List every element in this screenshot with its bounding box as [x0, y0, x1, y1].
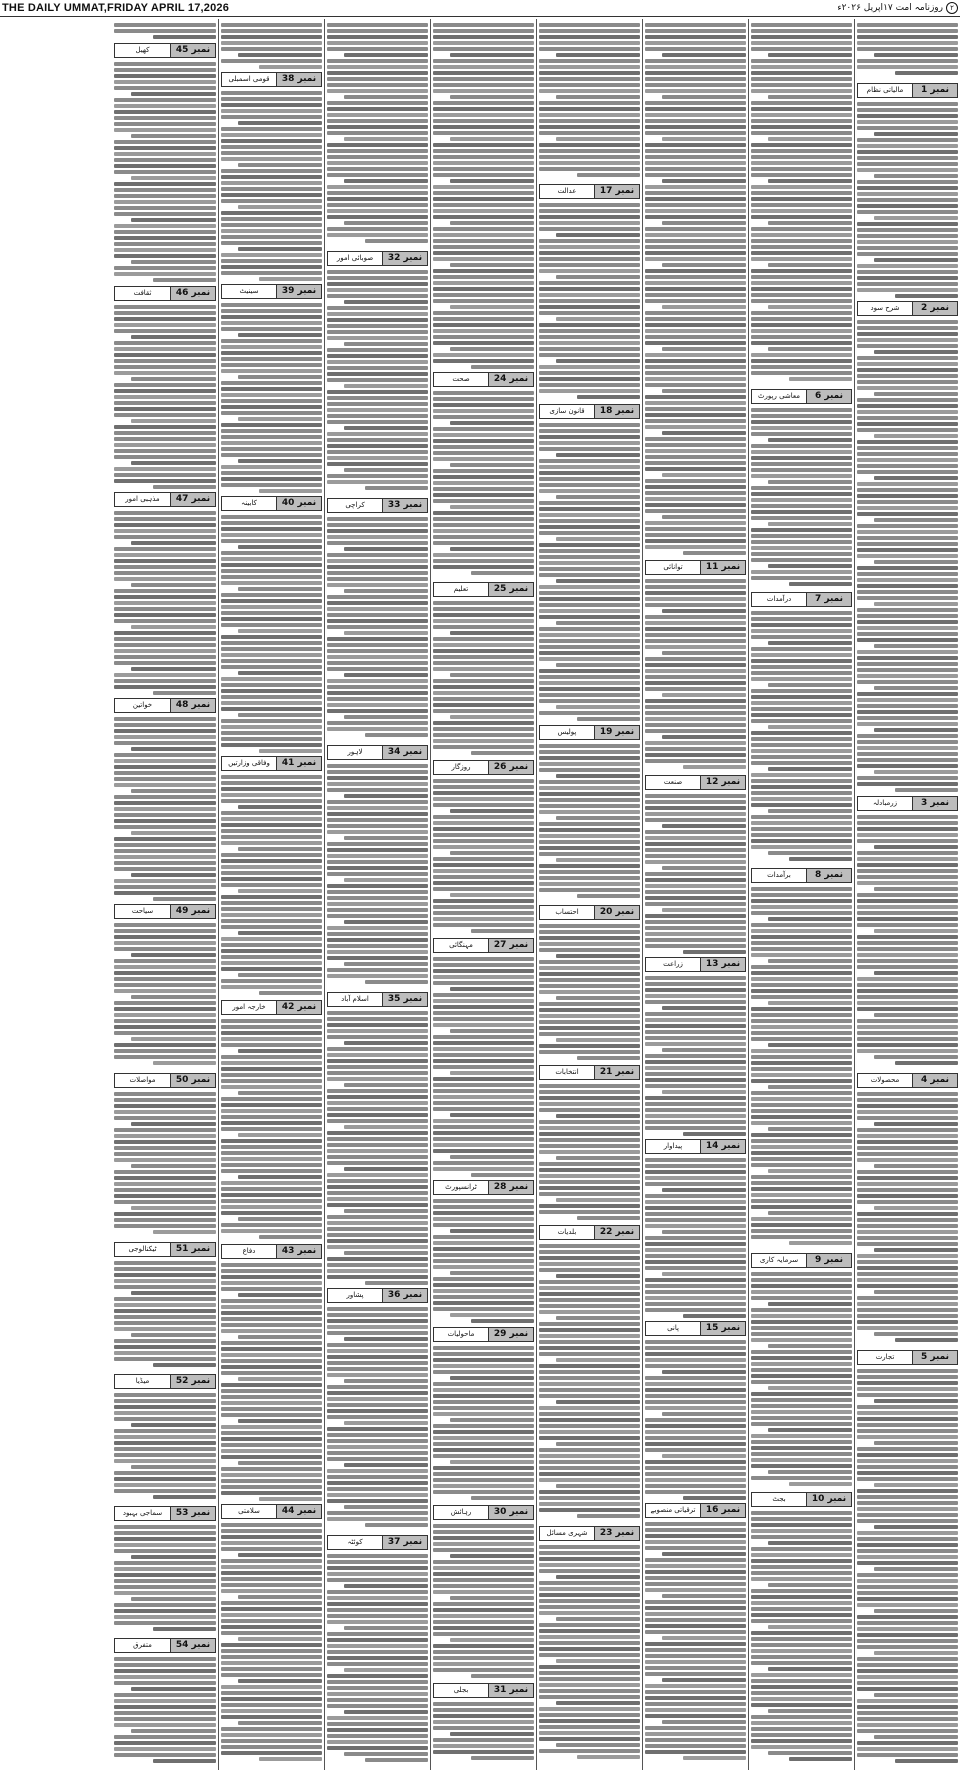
article-text — [751, 885, 852, 1250]
news-item-header — [645, 560, 746, 575]
item-number-badge: نمبر 17 — [594, 185, 639, 198]
item-number-badge: نمبر 31 — [488, 1684, 533, 1697]
article-text — [539, 1242, 640, 1523]
item-number-badge: نمبر 19 — [594, 726, 639, 739]
item-title: وفاقی وزارتیں — [222, 757, 276, 770]
news-item-header — [751, 1253, 852, 1268]
news-item-header — [751, 868, 852, 883]
item-number-badge: نمبر 25 — [488, 583, 533, 596]
item-number-badge: نمبر 18 — [594, 405, 639, 418]
news-item-header — [221, 1504, 322, 1519]
item-title: ترقیاتی منصوبے — [646, 1504, 700, 1517]
item-number-badge: نمبر 33 — [382, 499, 427, 512]
news-item-header — [221, 1244, 322, 1259]
news-item-header — [221, 496, 322, 511]
item-title: میڈیا — [115, 1375, 170, 1388]
item-number-badge: نمبر 34 — [382, 746, 427, 759]
article-text — [221, 1521, 322, 1761]
news-item-header — [539, 905, 640, 920]
item-title: پشاور — [328, 1289, 382, 1302]
masthead — [0, 0, 960, 17]
item-number-badge: نمبر 6 — [806, 390, 851, 403]
item-number-badge: نمبر 50 — [170, 1074, 215, 1087]
item-number-badge: نمبر 43 — [276, 1245, 321, 1258]
news-item-header — [645, 957, 746, 972]
item-number-badge: نمبر 11 — [700, 561, 745, 574]
item-title: برآمدات — [752, 869, 806, 882]
article-text — [857, 813, 958, 1070]
news-item-header — [327, 251, 428, 266]
item-number-badge: نمبر 51 — [170, 1243, 215, 1256]
news-item-header — [114, 1506, 216, 1521]
news-column — [536, 19, 642, 1770]
item-number-badge: نمبر 29 — [488, 1328, 533, 1341]
article-text — [751, 1509, 852, 1765]
item-title: خارجہ امور — [222, 1001, 276, 1014]
item-title: قانون سازی — [540, 405, 594, 418]
article-text — [645, 792, 746, 954]
article-text — [539, 421, 640, 722]
item-title: بلدیات — [540, 1226, 594, 1239]
item-title: سینیٹ — [222, 285, 276, 298]
item-number-badge: نمبر 16 — [700, 1504, 745, 1517]
news-item-header — [433, 938, 534, 953]
article-text — [327, 21, 428, 248]
news-item-header — [645, 1503, 746, 1518]
item-number-badge: نمبر 30 — [488, 1506, 533, 1519]
news-item-header — [221, 1000, 322, 1015]
article-text — [114, 21, 216, 40]
item-title: انتخابات — [540, 1066, 594, 1079]
article-text — [539, 922, 640, 1062]
news-item-header — [645, 1321, 746, 1336]
article-text — [857, 1090, 958, 1347]
news-item-header — [114, 492, 216, 507]
item-number-badge: نمبر 20 — [594, 906, 639, 919]
item-title: سیاحت — [115, 905, 170, 918]
article-text — [433, 1197, 534, 1324]
news-item-header — [857, 796, 958, 811]
news-item-header — [433, 760, 534, 775]
news-item-header — [539, 404, 640, 419]
article-text — [114, 1259, 216, 1371]
item-title: مہنگائی — [434, 939, 488, 952]
item-title: سرمایہ کاری — [752, 1254, 806, 1267]
item-title: رہائش — [434, 1506, 488, 1519]
item-title: کابینہ — [222, 497, 276, 510]
news-item-header — [221, 756, 322, 771]
news-item-header — [751, 1492, 852, 1507]
item-number-badge: نمبر 26 — [488, 761, 533, 774]
news-item-header — [539, 725, 640, 740]
news-item-header — [433, 1683, 534, 1698]
news-item-header — [539, 1225, 640, 1240]
item-title: ٹرانسپورٹ — [434, 1181, 488, 1194]
masthead-urdu-text: روزنامہ امت ۱۷اپریل ۲۰۲۶ء — [837, 3, 943, 13]
news-item-header — [645, 775, 746, 790]
news-item-header — [433, 1327, 534, 1342]
article-text — [645, 1338, 746, 1500]
article-text — [645, 577, 746, 772]
item-title: پولیس — [540, 726, 594, 739]
article-text — [327, 1009, 428, 1285]
item-title: صنعت — [646, 776, 700, 789]
item-number-badge: نمبر 41 — [276, 757, 321, 770]
item-number-badge: نمبر 36 — [382, 1289, 427, 1302]
item-number-badge: نمبر 38 — [276, 73, 321, 86]
item-title: توانائی — [646, 561, 700, 574]
article-text — [433, 1700, 534, 1763]
item-title: مواصلات — [115, 1074, 170, 1087]
item-title: لاہور — [328, 746, 382, 759]
item-title: صحت — [434, 373, 488, 386]
item-number-badge: نمبر 39 — [276, 285, 321, 298]
item-number-badge: نمبر 49 — [170, 905, 215, 918]
article-text — [327, 1552, 428, 1763]
item-title: خواتین — [115, 699, 170, 712]
news-column — [748, 19, 854, 1770]
item-title: روزگار — [434, 761, 488, 774]
item-title: سماجی بہبود — [115, 1507, 170, 1520]
item-title: احتساب — [540, 906, 594, 919]
item-title: کراچی — [328, 499, 382, 512]
news-item-header — [857, 83, 958, 98]
article-text — [114, 303, 216, 489]
item-title: کوئٹہ — [328, 1536, 382, 1549]
article-text — [433, 1522, 534, 1680]
item-title: شرح سود — [858, 302, 912, 315]
news-item-header — [114, 904, 216, 919]
article-text — [645, 1520, 746, 1763]
article-text — [539, 742, 640, 902]
article-text — [114, 715, 216, 901]
item-number-badge: نمبر 22 — [594, 1226, 639, 1239]
news-item-header — [857, 1073, 958, 1088]
item-number-badge: نمبر 45 — [170, 44, 215, 57]
item-title: عدالت — [540, 185, 594, 198]
item-number-badge: نمبر 9 — [806, 1254, 851, 1267]
article-text — [539, 1543, 640, 1763]
item-number-badge: نمبر 44 — [276, 1505, 321, 1518]
news-item-header — [857, 1350, 958, 1365]
news-column — [854, 19, 960, 1770]
article-text — [114, 1523, 216, 1635]
item-title: ثقافت — [115, 287, 170, 300]
article-text — [751, 609, 852, 865]
item-number-badge: نمبر 46 — [170, 287, 215, 300]
news-item-header — [327, 992, 428, 1007]
article-text — [645, 974, 746, 1136]
article-text — [114, 1655, 216, 1767]
news-item-header — [539, 1065, 640, 1080]
item-title: زراعت — [646, 958, 700, 971]
item-title: ماحولیات — [434, 1328, 488, 1341]
item-number-badge: نمبر 1 — [912, 84, 957, 97]
article-text — [857, 100, 958, 298]
article-text — [539, 201, 640, 401]
article-text — [751, 406, 852, 589]
article-text — [857, 318, 958, 793]
article-text — [221, 513, 322, 753]
item-number-badge: نمبر 32 — [382, 252, 427, 265]
item-number-badge: نمبر 21 — [594, 1066, 639, 1079]
item-number-badge: نمبر 24 — [488, 373, 533, 386]
article-text — [433, 21, 534, 369]
item-number-badge: نمبر 7 — [806, 593, 851, 606]
item-title: پانی — [646, 1322, 700, 1335]
article-text — [327, 1305, 428, 1532]
item-title: سلامتی — [222, 1505, 276, 1518]
news-item-header — [114, 286, 216, 301]
news-column — [218, 19, 324, 1770]
article-text — [539, 21, 640, 181]
news-item-header — [114, 43, 216, 58]
item-number-badge: نمبر 3 — [912, 797, 957, 810]
article-text — [433, 777, 534, 935]
item-title: ٹیکنالوجی — [115, 1243, 170, 1256]
article-text — [433, 955, 534, 1177]
item-title: کھیل — [115, 44, 170, 57]
item-number-badge: نمبر 8 — [806, 869, 851, 882]
item-title: مذہبی امور — [115, 493, 170, 506]
item-title: شہری مسائل — [540, 1527, 594, 1540]
item-number-badge: نمبر 15 — [700, 1322, 745, 1335]
item-title: بجلی — [434, 1684, 488, 1697]
item-number-badge: نمبر 40 — [276, 497, 321, 510]
item-number-badge: نمبر 2 — [912, 302, 957, 315]
news-item-header — [114, 698, 216, 713]
news-item-header — [433, 1505, 534, 1520]
article-text — [114, 60, 216, 283]
news-item-header — [433, 582, 534, 597]
masthead-urdu-title — [837, 2, 958, 14]
item-title: دفاع — [222, 1245, 276, 1258]
item-title: محصولات — [858, 1074, 912, 1087]
article-text — [433, 389, 534, 579]
item-number-badge: نمبر 52 — [170, 1375, 215, 1388]
news-item-header — [114, 1073, 216, 1088]
item-number-badge: نمبر 23 — [594, 1527, 639, 1540]
news-item-header — [327, 1288, 428, 1303]
article-text — [751, 21, 852, 386]
item-number-badge: نمبر 47 — [170, 493, 215, 506]
item-title: مالیاتی نظام — [858, 84, 912, 97]
article-text — [221, 89, 322, 281]
item-title: متفرق — [115, 1639, 170, 1652]
article-text — [114, 1391, 216, 1503]
news-item-header — [751, 389, 852, 404]
item-title: تعلیم — [434, 583, 488, 596]
item-number-badge: نمبر 27 — [488, 939, 533, 952]
item-title: درآمدات — [752, 593, 806, 606]
article-text — [221, 773, 322, 997]
article-text — [751, 1270, 852, 1489]
news-item-header — [114, 1638, 216, 1653]
article-text — [114, 921, 216, 1070]
article-text — [114, 509, 216, 695]
news-item-header — [751, 592, 852, 607]
article-text — [857, 21, 958, 80]
news-item-header — [539, 184, 640, 199]
item-number-badge: نمبر 12 — [700, 776, 745, 789]
item-number-badge: نمبر 42 — [276, 1001, 321, 1014]
item-title: قومی اسمبلی — [222, 73, 276, 86]
news-item-header — [114, 1242, 216, 1257]
page-number-badge: ۲ — [946, 2, 958, 14]
article-text — [327, 515, 428, 742]
news-item-header — [857, 301, 958, 316]
item-title: صوبائی امور — [328, 252, 382, 265]
article-text — [857, 1367, 958, 1763]
news-item-header — [327, 745, 428, 760]
item-number-badge: نمبر 37 — [382, 1536, 427, 1549]
article-text — [433, 1344, 534, 1502]
news-item-header — [221, 284, 322, 299]
newspaper-columns — [0, 19, 960, 1770]
item-number-badge: نمبر 14 — [700, 1140, 745, 1153]
item-title: بجٹ — [752, 1493, 806, 1506]
article-text — [645, 1156, 746, 1318]
news-item-header — [539, 1526, 640, 1541]
item-number-badge: نمبر 48 — [170, 699, 215, 712]
article-text — [327, 762, 428, 989]
news-column — [112, 19, 218, 1770]
item-title: معاشی رپورٹ — [752, 390, 806, 403]
article-text — [327, 268, 428, 495]
item-number-badge: نمبر 13 — [700, 958, 745, 971]
masthead-english-title: THE DAILY UMMAT,FRIDAY APRIL 17,2026 — [2, 2, 230, 14]
article-text — [221, 301, 322, 493]
news-item-header — [433, 1180, 534, 1195]
news-column — [324, 19, 430, 1770]
news-column — [430, 19, 536, 1770]
item-title: زرمبادلہ — [858, 797, 912, 810]
item-number-badge: نمبر 4 — [912, 1074, 957, 1087]
article-text — [221, 21, 322, 69]
article-text — [114, 1090, 216, 1239]
article-text — [433, 599, 534, 757]
article-text — [645, 21, 746, 557]
item-title: پیداوار — [646, 1140, 700, 1153]
item-number-badge: نمبر 53 — [170, 1507, 215, 1520]
article-text — [221, 1261, 322, 1501]
news-item-header — [114, 1374, 216, 1389]
news-item-header — [433, 372, 534, 387]
item-title: اسلام آباد — [328, 993, 382, 1006]
item-number-badge: نمبر 28 — [488, 1181, 533, 1194]
news-item-header — [327, 498, 428, 513]
news-item-header — [645, 1139, 746, 1154]
item-number-badge: نمبر 35 — [382, 993, 427, 1006]
news-item-header — [327, 1535, 428, 1550]
article-text — [539, 1082, 640, 1222]
item-number-badge: نمبر 54 — [170, 1639, 215, 1652]
news-item-header — [221, 72, 322, 87]
item-number-badge: نمبر 10 — [806, 1493, 851, 1506]
item-number-badge: نمبر 5 — [912, 1351, 957, 1364]
article-text — [221, 1017, 322, 1241]
news-column — [642, 19, 748, 1770]
item-title: تجارت — [858, 1351, 912, 1364]
